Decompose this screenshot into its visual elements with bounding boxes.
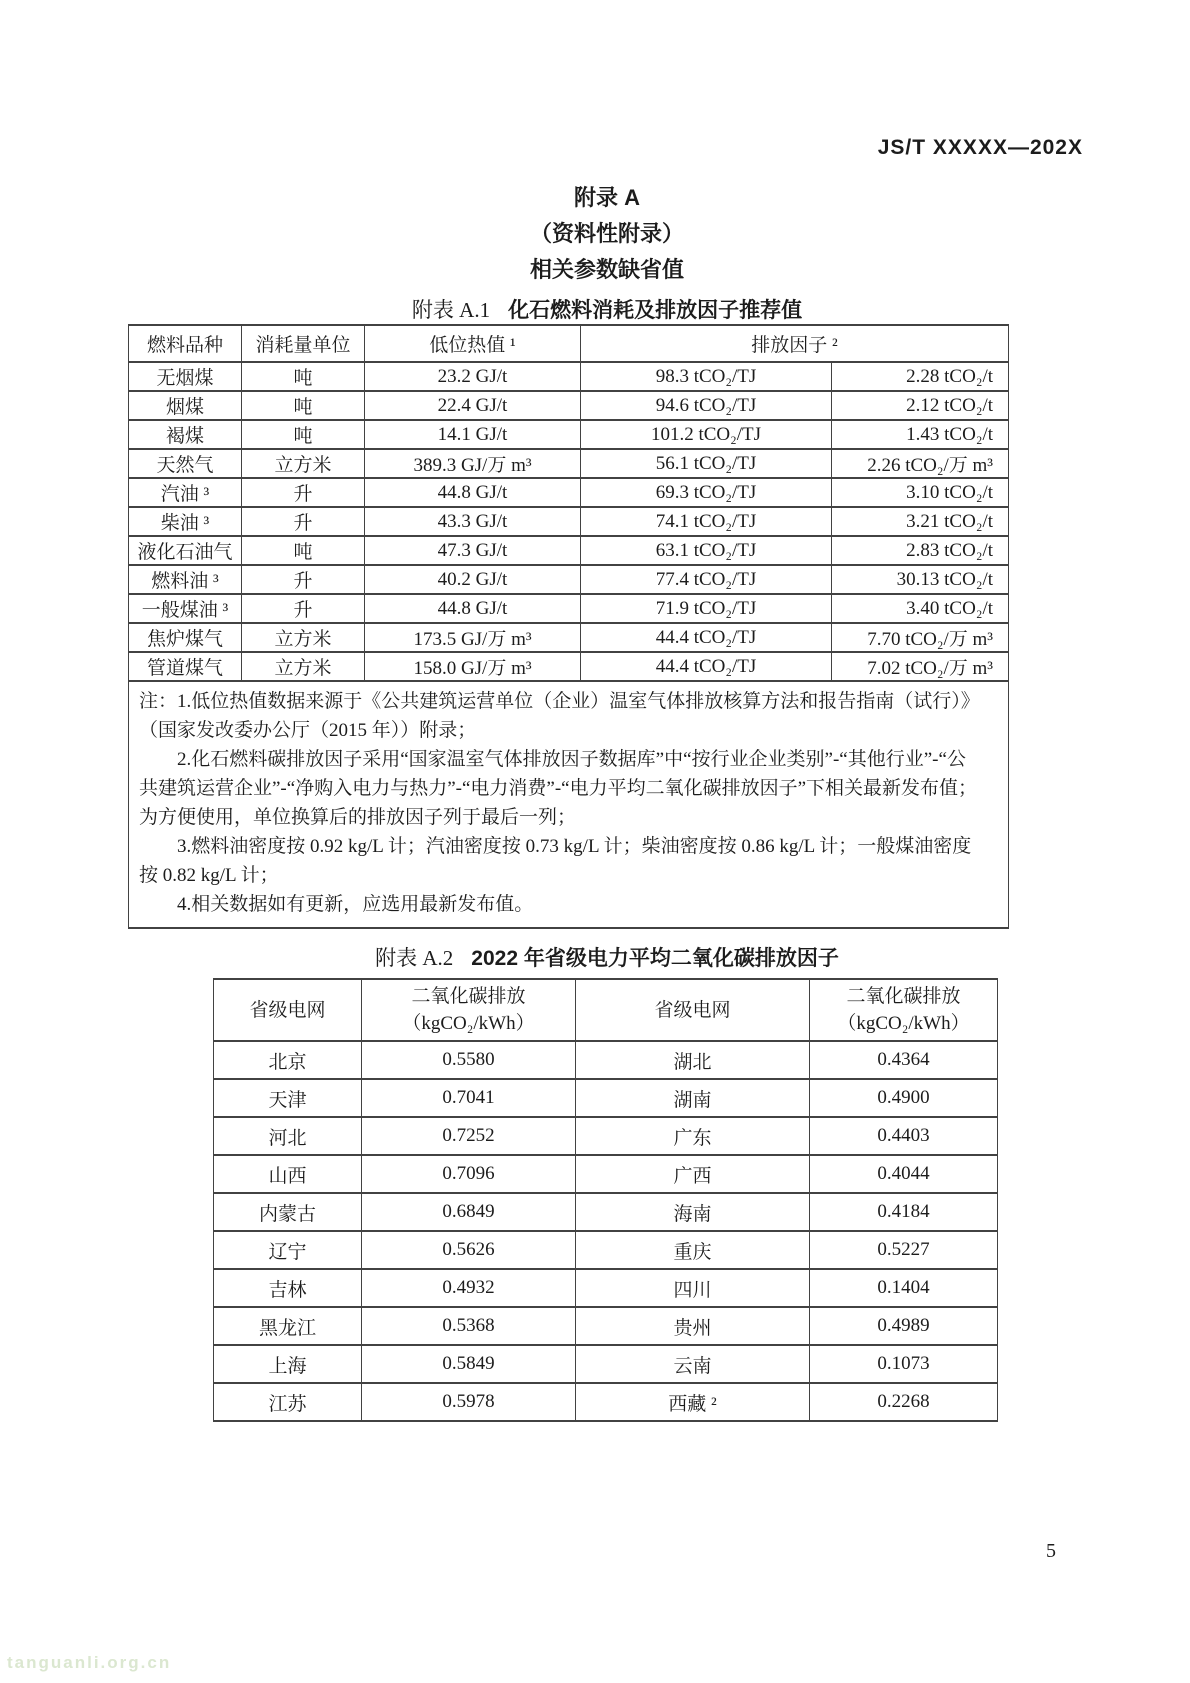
note-line-1: 注：1.低位热值数据来源于《公共建筑运营单位（企业）温室气体排放核算方法和报告指南（试行）》	[139, 691, 980, 712]
table-a1-notes-cell	[129, 681, 1009, 928]
a2-province-left-cell: 江苏	[214, 1383, 362, 1421]
note-line-2b: 共建筑运营企业”-“净购入电力与热力”-“电力消费”-“电力平均二氧化碳排放因子”下相关最新发布值；	[139, 778, 978, 799]
table-a2-row	[214, 1041, 998, 1079]
a1-fuel-cell: 烟煤	[129, 391, 242, 420]
a1-header-ncv: 低位热值 ¹	[365, 325, 581, 362]
a2-province-left-cell: 黑龙江	[214, 1307, 362, 1345]
a1-ncv-cell: 44.8 GJ/t	[365, 478, 581, 507]
table-a1-caption-title: 化石燃料消耗及排放因子推荐值	[508, 299, 803, 322]
table-a2-row	[214, 1155, 998, 1193]
a2-province-right-cell: 云南	[576, 1345, 810, 1383]
a1-unit-cell: 升	[242, 565, 365, 594]
a1-fuel-cell: 汽油 ³	[129, 478, 242, 507]
a2-header-ef-left	[362, 979, 576, 1041]
table-a1-row	[129, 420, 1009, 449]
note-line-3: 3.燃料油密度按 0.92 kg/L 计；汽油密度按 0.73 kg/L 计；柴油密度按 0.86 kg/L 计；一般煤油密度	[177, 836, 972, 857]
a2-province-right-cell: 西藏 ²	[576, 1383, 810, 1421]
a2-province-left-cell: 天津	[214, 1079, 362, 1117]
a1-ef-tj-cell: 101.2 tCO₂/TJ	[581, 420, 832, 449]
a1-ncv-cell: 22.4 GJ/t	[365, 391, 581, 420]
note-line-2c: 为方便使用，单位换算后的排放因子列于最后一列；	[139, 807, 577, 828]
a1-ncv-cell: 173.5 GJ/万 m³	[365, 623, 581, 652]
a1-fuel-cell: 天然气	[129, 449, 242, 478]
a1-ef-tj-cell: 71.9 tCO₂/TJ	[581, 594, 832, 623]
a1-ef-unit-cell: 7.70 tCO₂/万 m³	[832, 623, 1009, 652]
a2-header-ef-left-line2: （kgCO₂/kWh）	[402, 1013, 535, 1034]
table-a2-caption-title: 2022 年省级电力平均二氧化碳排放因子	[471, 947, 839, 970]
a2-value-left-cell: 0.5849	[362, 1345, 576, 1383]
a2-province-right-cell: 广西	[576, 1155, 810, 1193]
a2-value-left-cell: 0.5978	[362, 1383, 576, 1421]
a1-ncv-cell: 14.1 GJ/t	[365, 420, 581, 449]
a1-ef-unit-cell: 2.12 tCO₂/t	[832, 391, 1009, 420]
a2-province-right-cell: 广东	[576, 1117, 810, 1155]
table-a2-caption	[128, 942, 1086, 972]
a2-province-left-cell: 北京	[214, 1041, 362, 1079]
table-a1-caption	[128, 294, 1086, 324]
a2-province-right-cell: 海南	[576, 1193, 810, 1231]
a1-ef-tj-cell: 77.4 tCO₂/TJ	[581, 565, 832, 594]
table-a1-notes-row	[129, 681, 1009, 928]
doc-code: JS/T XXXXX—202X	[877, 136, 1083, 159]
a1-ef-tj-cell: 74.1 tCO₂/TJ	[581, 507, 832, 536]
a1-ef-tj-cell: 69.3 tCO₂/TJ	[581, 478, 832, 507]
a2-province-left-cell: 内蒙古	[214, 1193, 362, 1231]
a1-header-unit: 消耗量单位	[242, 325, 365, 362]
a2-province-right-cell: 四川	[576, 1269, 810, 1307]
table-a1-header	[129, 325, 1009, 362]
a2-value-left-cell: 0.5626	[362, 1231, 576, 1269]
a2-province-left-cell: 河北	[214, 1117, 362, 1155]
a2-province-right-cell: 湖南	[576, 1079, 810, 1117]
a1-ncv-cell: 389.3 GJ/万 m³	[365, 449, 581, 478]
appendix-type-note: （资料性附录）	[529, 221, 684, 246]
a2-value-left-cell: 0.7041	[362, 1079, 576, 1117]
note-line-2: 2.化石燃料碳排放因子采用“国家温室气体排放因子数据库”中“按行业企业类别”-“其他行业”-“公	[177, 749, 966, 770]
table-a1-body	[129, 362, 1009, 681]
fossil-fuel-factors-table	[128, 324, 1009, 929]
a1-ef-unit-cell: 3.10 tCO₂/t	[832, 478, 1009, 507]
table-a2-header	[214, 979, 998, 1041]
a1-unit-cell: 吨	[242, 536, 365, 565]
table-a1-row	[129, 536, 1009, 565]
a1-unit-cell: 立方米	[242, 623, 365, 652]
table-a1-notes	[129, 681, 1009, 928]
table-a1-row	[129, 478, 1009, 507]
a2-value-right-cell: 0.4364	[810, 1041, 998, 1079]
a1-ef-tj-cell: 44.4 tCO₂/TJ	[581, 623, 832, 652]
table-a2-row	[214, 1307, 998, 1345]
a1-ncv-cell: 23.2 GJ/t	[365, 362, 581, 391]
a2-value-left-cell: 0.5580	[362, 1041, 576, 1079]
a2-value-left-cell: 0.6849	[362, 1193, 576, 1231]
table-a2-row	[214, 1117, 998, 1155]
a2-value-right-cell: 0.4900	[810, 1079, 998, 1117]
a1-ef-tj-cell: 98.3 tCO₂/TJ	[581, 362, 832, 391]
a2-header-ef-right-line2: （kgCO₂/kWh）	[837, 1013, 970, 1034]
a1-unit-cell: 升	[242, 594, 365, 623]
a1-ef-unit-cell: 2.28 tCO₂/t	[832, 362, 1009, 391]
a2-value-right-cell: 0.4044	[810, 1155, 998, 1193]
a1-fuel-cell: 管道煤气	[129, 652, 242, 681]
a1-header-emission-factor: 排放因子 ²	[581, 325, 1009, 362]
note-line-1b: （国家发改委办公厅（2015 年））附录；	[139, 720, 477, 741]
page-number: 5	[1046, 1540, 1056, 1562]
table-a2-row	[214, 1193, 998, 1231]
a2-header-ef-left-line1: 二氧化碳排放	[411, 986, 526, 1007]
table-a2-row	[214, 1269, 998, 1307]
table-a2-row	[214, 1231, 998, 1269]
a1-fuel-cell: 无烟煤	[129, 362, 242, 391]
a2-value-right-cell: 0.1404	[810, 1269, 998, 1307]
a1-unit-cell: 立方米	[242, 449, 365, 478]
table-a2-header-row	[214, 979, 998, 1041]
table-a1-row	[129, 507, 1009, 536]
a1-unit-cell: 立方米	[242, 652, 365, 681]
a2-header-ef-right	[810, 979, 998, 1041]
a2-header-grid-left: 省级电网	[214, 979, 362, 1041]
a1-ef-tj-cell: 56.1 tCO₂/TJ	[581, 449, 832, 478]
table-a2-caption-label: 附表 A.2	[375, 946, 454, 970]
a2-value-left-cell: 0.4932	[362, 1269, 576, 1307]
note-line-4: 4.相关数据如有更新，应选用最新发布值。	[177, 894, 534, 915]
a1-ncv-cell: 47.3 GJ/t	[365, 536, 581, 565]
watermark: tanguanli.org.cn	[7, 1653, 172, 1672]
table-a2-row	[214, 1383, 998, 1421]
a1-ef-unit-cell: 30.13 tCO₂/t	[832, 565, 1009, 594]
table-a1-row	[129, 449, 1009, 478]
a2-value-right-cell: 0.4403	[810, 1117, 998, 1155]
a1-ef-unit-cell: 3.40 tCO₂/t	[832, 594, 1009, 623]
a1-ef-unit-cell: 3.21 tCO₂/t	[832, 507, 1009, 536]
table-a1-row	[129, 362, 1009, 391]
a1-unit-cell: 吨	[242, 420, 365, 449]
a2-value-right-cell: 0.5227	[810, 1231, 998, 1269]
a2-header-grid-right: 省级电网	[576, 979, 810, 1041]
table-a2-body	[214, 1041, 998, 1421]
a1-ef-tj-cell: 94.6 tCO₂/TJ	[581, 391, 832, 420]
table-a2-row	[214, 1345, 998, 1383]
table-a1-caption-label: 附表 A.1	[411, 298, 491, 322]
a2-value-right-cell: 0.2268	[810, 1383, 998, 1421]
a1-header-fuel: 燃料品种	[129, 325, 242, 362]
table-a1-row	[129, 652, 1009, 681]
a1-ncv-cell: 158.0 GJ/万 m³	[365, 652, 581, 681]
a2-province-left-cell: 吉林	[214, 1269, 362, 1307]
table-a1-row	[129, 594, 1009, 623]
appendix-title: 相关参数缺省值	[529, 257, 684, 282]
a1-ef-unit-cell: 2.83 tCO₂/t	[832, 536, 1009, 565]
a2-header-ef-right-line1: 二氧化碳排放	[846, 986, 961, 1007]
a1-ef-unit-cell: 7.02 tCO₂/万 m³	[832, 652, 1009, 681]
a1-ncv-cell: 44.8 GJ/t	[365, 594, 581, 623]
a1-ncv-cell: 40.2 GJ/t	[365, 565, 581, 594]
a1-unit-cell: 升	[242, 478, 365, 507]
a2-value-left-cell: 0.5368	[362, 1307, 576, 1345]
a1-fuel-cell: 一般煤油 ³	[129, 594, 242, 623]
a2-province-left-cell: 上海	[214, 1345, 362, 1383]
a2-value-right-cell: 0.4184	[810, 1193, 998, 1231]
a1-unit-cell: 吨	[242, 362, 365, 391]
a2-value-left-cell: 0.7096	[362, 1155, 576, 1193]
appendix-label: 附录 A	[573, 185, 640, 210]
table-a1-header-row	[129, 325, 1009, 362]
a1-fuel-cell: 燃料油 ³	[129, 565, 242, 594]
a1-ncv-cell: 43.3 GJ/t	[365, 507, 581, 536]
a1-ef-unit-cell: 1.43 tCO₂/t	[832, 420, 1009, 449]
table-a1-row	[129, 565, 1009, 594]
a1-fuel-cell: 焦炉煤气	[129, 623, 242, 652]
a2-province-right-cell: 重庆	[576, 1231, 810, 1269]
a1-fuel-cell: 褐煤	[129, 420, 242, 449]
a2-province-right-cell: 贵州	[576, 1307, 810, 1345]
a1-fuel-cell: 液化石油气	[129, 536, 242, 565]
note-line-3b: 按 0.82 kg/L 计；	[139, 865, 279, 886]
table-a1-row	[129, 391, 1009, 420]
a2-province-left-cell: 山西	[214, 1155, 362, 1193]
table-a1-row	[129, 623, 1009, 652]
a1-ef-unit-cell: 2.26 tCO₂/万 m³	[832, 449, 1009, 478]
a1-ef-tj-cell: 63.1 tCO₂/TJ	[581, 536, 832, 565]
a2-value-left-cell: 0.7252	[362, 1117, 576, 1155]
a1-ef-tj-cell: 44.4 tCO₂/TJ	[581, 652, 832, 681]
a1-unit-cell: 升	[242, 507, 365, 536]
a1-fuel-cell: 柴油 ³	[129, 507, 242, 536]
a1-unit-cell: 吨	[242, 391, 365, 420]
a2-province-left-cell: 辽宁	[214, 1231, 362, 1269]
a2-value-right-cell: 0.1073	[810, 1345, 998, 1383]
a2-value-right-cell: 0.4989	[810, 1307, 998, 1345]
a2-province-right-cell: 湖北	[576, 1041, 810, 1079]
provincial-grid-factors-table	[213, 978, 998, 1422]
table-a2-row	[214, 1079, 998, 1117]
